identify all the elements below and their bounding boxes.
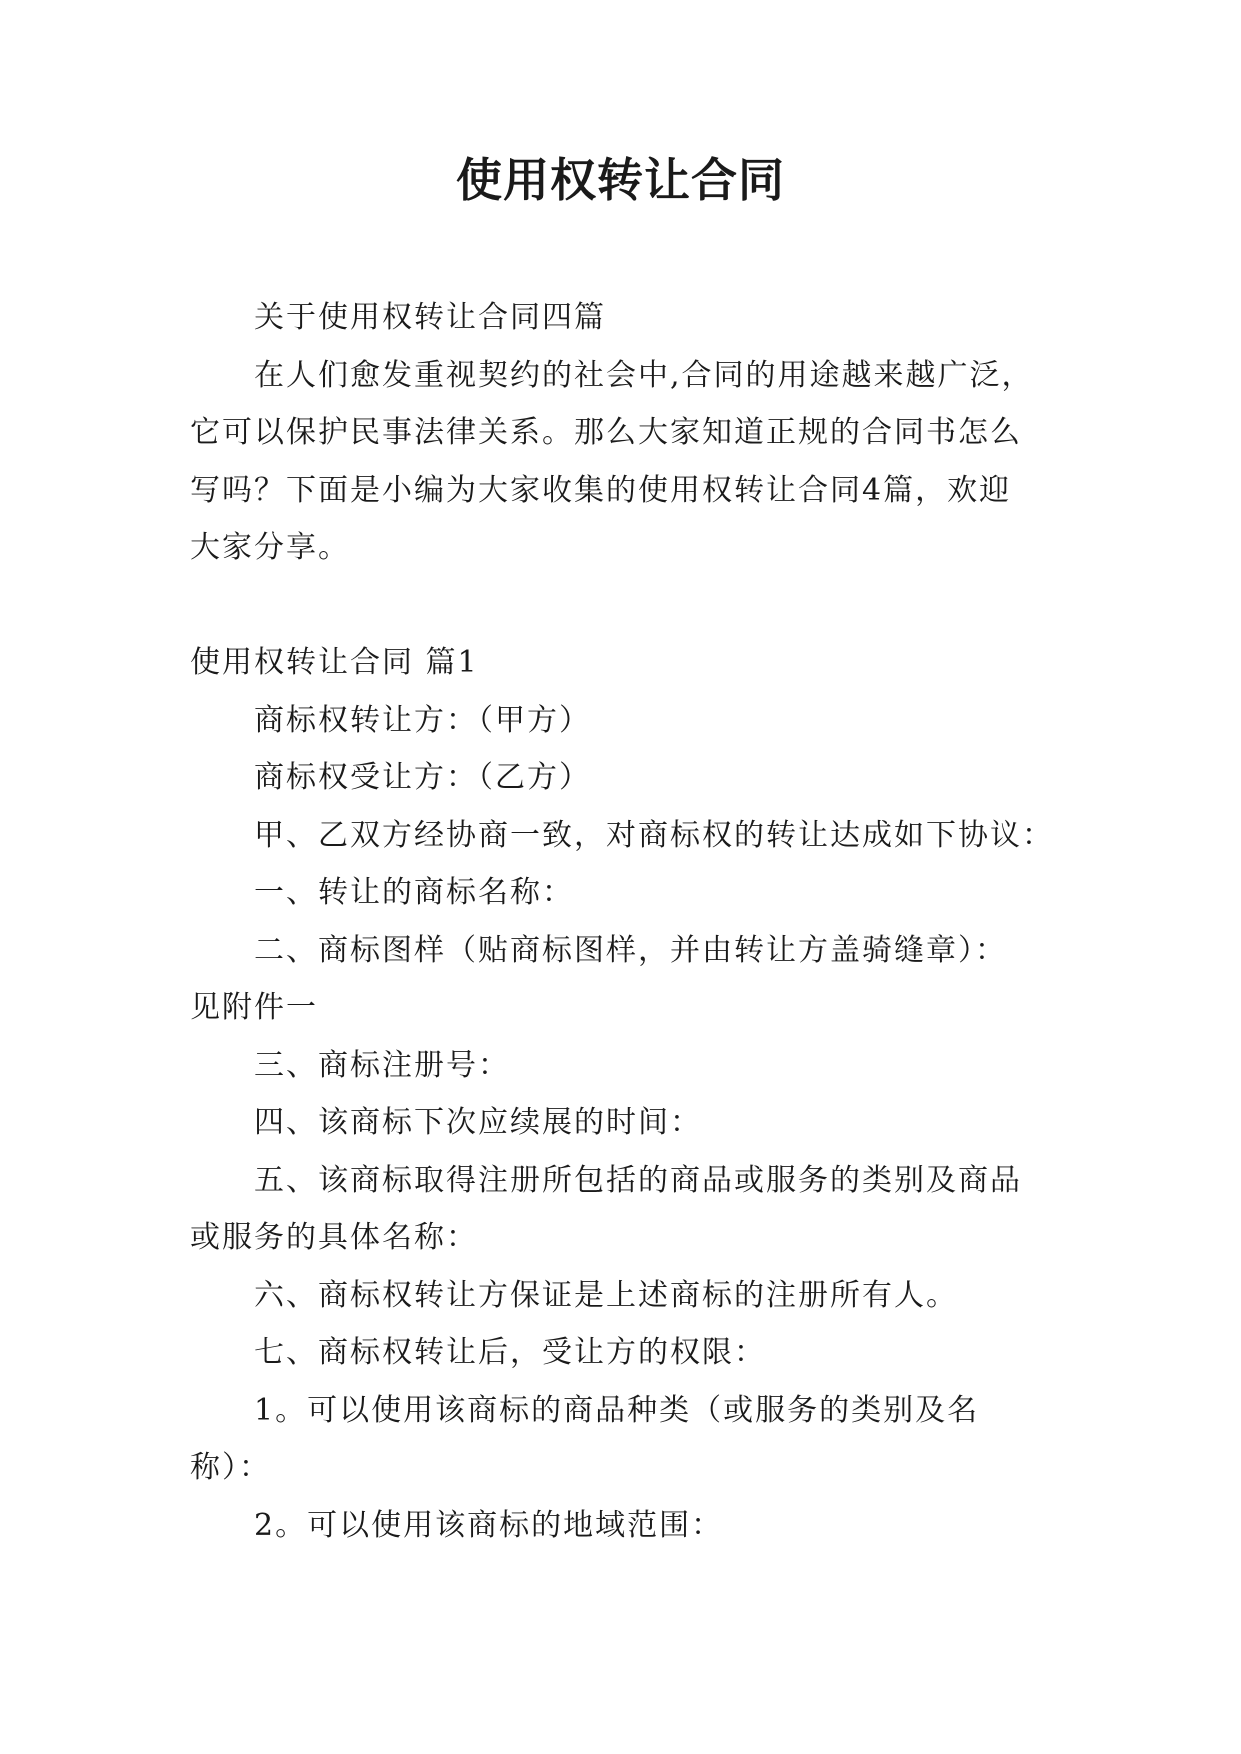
clause-transferor: 商标权转让方：（甲方） <box>254 702 591 738</box>
section-spacer <box>190 577 1056 635</box>
clause-5-categories-cont: 或服务的具体名称： <box>190 1220 478 1255</box>
clause-2-pattern-cont: 见附件一 <box>190 990 318 1025</box>
document-body <box>190 289 1056 1554</box>
clause-agreement: 甲、乙双方经协商一致，对商标权的转让达成如下协议： <box>254 817 1054 853</box>
document-title: 使用权转让合同 <box>456 153 785 207</box>
clause-1-name: 一、转让的商标名称： <box>254 875 574 910</box>
intro-paragraph-line: 大家分享。 <box>190 530 350 565</box>
clause-5-categories: 五、该商标取得注册所包括的商品或服务的类别及商品 <box>254 1162 1022 1198</box>
clause-7-2-region: 2。可以使用该商标的地域范围： <box>254 1507 724 1543</box>
intro-paragraph-line: 它可以保护民事法律关系。那么大家知道正规的合同书怎么 <box>190 415 1022 450</box>
clause-3-regno: 三、商标注册号： <box>254 1047 510 1083</box>
clause-4-renewal: 四、该商标下次应续展的时间： <box>254 1105 702 1140</box>
intro-paragraph-line: 写吗？下面是小编为大家收集的使用权转让合同4篇，欢迎 <box>190 472 1012 508</box>
section-heading: 使用权转让合同 篇1 <box>190 645 479 680</box>
clause-7-1-goods: 1。可以使用该商标的商品种类（或服务的类别及名 <box>254 1392 980 1428</box>
intro-paragraph-line: 在人们愈发重视契约的社会中,合同的用途越来越广泛， <box>254 357 1034 393</box>
clause-7-1-goods-cont: 称）： <box>190 1450 271 1485</box>
intro-heading: 关于使用权转让合同四篇 <box>254 300 606 335</box>
clause-transferee: 商标权受让方：（乙方） <box>254 760 591 795</box>
clause-6-guarantee: 六、商标权转让方保证是上述商标的注册所有人。 <box>254 1277 958 1313</box>
clause-7-rights: 七、商标权转让后，受让方的权限： <box>254 1335 766 1370</box>
clause-2-pattern: 二、商标图样（贴商标图样，并由转让方盖骑缝章）： <box>254 932 1007 968</box>
